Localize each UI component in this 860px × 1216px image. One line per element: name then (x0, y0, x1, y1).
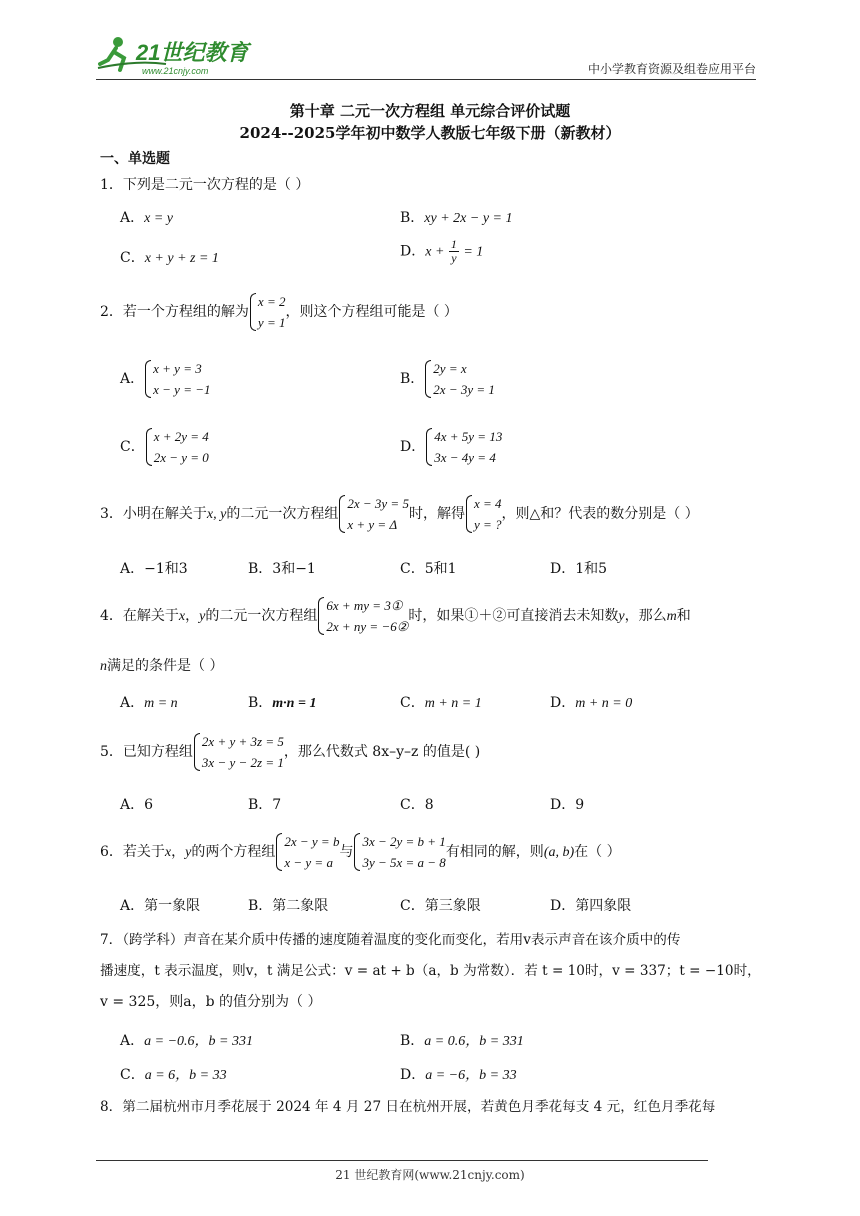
question-6-stem: 6．若关于x，y的两个方程组 2x − y = b x − y = a 与 3x − 2y = b + 1 3y − 5x = a − 8 有相同的解，则(a, b)在（ ） (100, 831, 621, 873)
question-1-stem: 1．下列是二元一次方程的是（ ） (100, 177, 310, 193)
question-7-line2: 播速度，t 表示温度，则v，t 满足公式：v = at + b（a，b 为常数）．若 t = 10时，v = 337；t = −10时， (100, 963, 761, 979)
q3-option-d: D．1和5 (550, 561, 608, 577)
question-7-line3: v = 325，则a，b 的值分别为（ ） (100, 994, 322, 1010)
footer-rule (96, 1160, 708, 1161)
q6-option-a: A．第一象限 (120, 898, 201, 914)
q4-option-b: B．m·n = 1 (248, 695, 317, 711)
q1-option-d: D．x + $\frac{1}{y}$ = 1 (400, 237, 484, 265)
q6-option-d: D．第四象限 (550, 898, 632, 914)
q3-option-c: C．5和1 (400, 561, 457, 577)
footer-text: 21 世纪教育网(www.21cnjy.com) (335, 1168, 525, 1182)
page-subtitle: 2024--2025学年初中数学人教版七年级下册（新教材） (239, 124, 621, 142)
section-heading: 一、单选题 (100, 151, 170, 167)
header-rule (96, 79, 756, 80)
q7-option-a: A．a = −0.6，b = 331 (120, 1033, 253, 1049)
question-8-line1: 8．第二届杭州市月季花展于 2024 年 4 月 27 日在杭州开展，若黄色月季花每支 4 元，红色月季花每 (100, 1099, 716, 1115)
question-4-line2: n满足的条件是（ ） (100, 658, 224, 674)
q4-option-c: C．m + n = 1 (400, 695, 482, 711)
runner-logo-icon (96, 34, 256, 78)
q7-option-c: C．a = 6，b = 33 (120, 1067, 227, 1083)
q1-option-c: C．x + y + z = 1 (120, 250, 219, 266)
q2-option-a: A． x + y = 3 x − y = −1 (120, 358, 210, 400)
q6-option-c: C．第三象限 (400, 898, 481, 914)
q5-option-c: C．8 (400, 797, 434, 813)
page-title: 第十章 二元一次方程组 单元综合评价试题 (289, 102, 571, 120)
q7-option-b: B．a = 0.6，b = 331 (400, 1033, 524, 1049)
question-2-stem: 2．若一个方程组的解为 x = 2 y = 1 ，则这个方程组可能是（ ） (100, 291, 458, 333)
logo-text: 21世纪教育 (136, 40, 249, 65)
question-3-stem: 3．小明在解关于x, y的二元一次方程组 2x − 3y = 5 x + y = Δ 时，解得 x = 4 y = ? ，则△和？代表的数分别是（ ） (100, 493, 699, 535)
q3-option-b: B．3和−1 (248, 561, 316, 577)
site-logo (96, 34, 256, 78)
q3-option-a: A．−1和3 (120, 561, 188, 577)
q4-option-d: D．m + n = 0 (550, 695, 633, 711)
q1-option-b: B．xy + 2x − y = 1 (400, 210, 513, 226)
q5-option-a: A．6 (120, 797, 154, 813)
q6-option-b: B．第二象限 (248, 898, 329, 914)
question-5-stem: 5．已知方程组 2x + y + 3z = 5 3x − y − 2z = 1 ，那么代数式 8x–y–z 的值是( ) (100, 731, 480, 773)
q5-option-b: B．7 (248, 797, 282, 813)
q2-option-d: D． 4x + 5y = 13 3x − 4y = 4 (400, 426, 502, 468)
equation-system: x = 2 y = 1 (249, 291, 286, 333)
q7-option-d: D．a = −6，b = 33 (400, 1067, 517, 1083)
q1-option-a: A．x = y (120, 210, 173, 226)
logo-url: www.21cnjy.com (142, 66, 209, 76)
question-4-stem: 4．在解关于x，y的二元一次方程组 6x + my = 3① 2x + ny = −6② 时，如果①＋②可直接消去未知数y，那么m和 (100, 595, 691, 637)
site-name: 中小学教育资源及组卷应用平台 (587, 62, 756, 76)
q4-option-a: A．m = n (120, 695, 178, 711)
q2-option-c: C． x + 2y = 4 2x − y = 0 (120, 426, 209, 468)
question-7-line1: 7．（跨学科）声音在某介质中传播的速度随着温度的变化而变化，若用v表示声音在该介质中的传 (100, 932, 681, 948)
q5-option-d: D．9 (550, 797, 585, 813)
fraction: $\frac{1}{y}$ (450, 237, 457, 265)
q2-option-b: B． 2y = x 2x − 3y = 1 (400, 358, 495, 400)
